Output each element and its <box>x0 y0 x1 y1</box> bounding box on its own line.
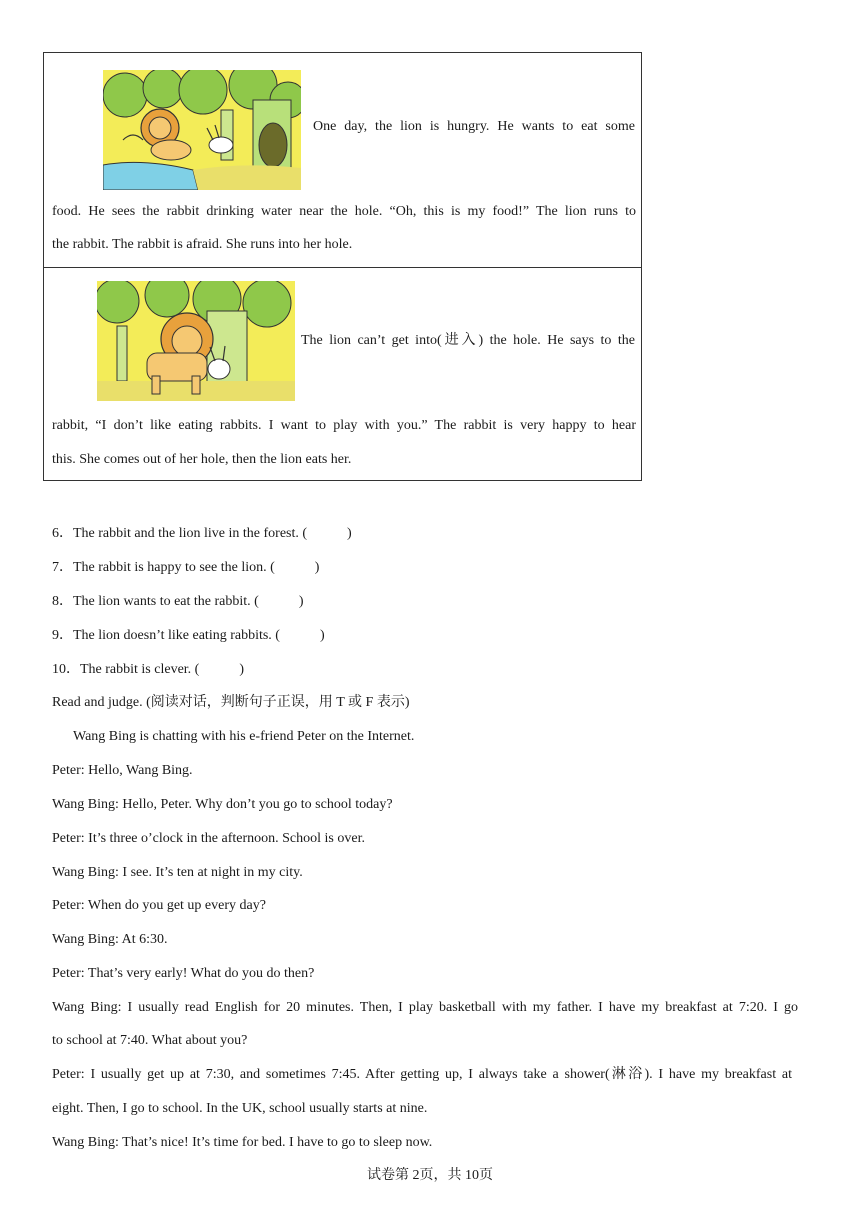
dialogue-line: eight. Then, I go to school. In the UK, school usually starts at nine. <box>52 1101 428 1116</box>
dialogue-line: Wang Bing: That’s nice! It’s time for bed. I have to go to sleep now. <box>52 1135 433 1150</box>
question-close-paren: ) <box>314 560 320 575</box>
dialogue-line: Peter: That’s very early! What do you do then? <box>52 966 315 981</box>
dialogue-line: Wang Bing: I usually read English for 20 minutes. Then, I play basketball with my father. I have my breakfast at 7:20. I go <box>52 1000 798 1015</box>
question-number: 7． <box>52 560 73 575</box>
question-close-paren: ) <box>298 594 304 609</box>
section-instruction: Read and judge. (阅读对话，判断句子正误，用 T 或 F 表示) <box>52 695 410 710</box>
question-text: The rabbit and the lion live in the forest. ( <box>73 526 308 541</box>
dialogue-line: Wang Bing: At 6:30. <box>52 932 168 947</box>
question-10 <box>52 660 244 680</box>
lion-and-rabbit-talking-illustration <box>97 281 295 401</box>
question-number: 10． <box>52 662 80 677</box>
question-text: The lion wants to eat the rabbit. ( <box>73 594 259 609</box>
question-6 <box>52 524 352 544</box>
question-7 <box>52 558 319 578</box>
story-part-1-line-3: the rabbit. The rabbit is afraid. She runs into her hole. <box>52 237 353 252</box>
question-8 <box>52 592 304 612</box>
question-close-paren: ) <box>319 628 325 643</box>
story-part-1-line-1: One day, the lion is hungry. He wants to eat some <box>313 119 635 134</box>
question-number: 8． <box>52 594 73 609</box>
question-text: The rabbit is happy to see the lion. ( <box>73 560 275 575</box>
question-number: 9． <box>52 628 73 643</box>
page-footer: 试卷第 2页，共 10页 <box>367 1168 493 1183</box>
dialogue-intro: Wang Bing is chatting with his e-friend Peter on the Internet. <box>73 729 415 744</box>
question-text: The lion doesn’t like eating rabbits. ( <box>73 628 280 643</box>
dialogue-line: Peter: Hello, Wang Bing. <box>52 763 193 778</box>
question-text: The rabbit is clever. ( <box>80 662 200 677</box>
story-part-2-line-1: The lion can’t get into(进入) the hole. He says to the <box>301 333 635 348</box>
dialogue-line: Wang Bing: I see. It’s ten at night in my city. <box>52 865 303 880</box>
question-number: 6． <box>52 526 73 541</box>
dialogue-line: Peter: When do you get up every day? <box>52 898 266 913</box>
lion-chasing-rabbit-illustration <box>103 70 301 190</box>
question-close-paren: ) <box>239 662 245 677</box>
dialogue-line: Peter: It’s three o’clock in the afternoon. School is over. <box>52 831 365 846</box>
story-part-1-line-2: food. He sees the rabbit drinking water near the hole. “Oh, this is my food!” The lion runs to <box>52 204 636 219</box>
story-part-1 <box>44 53 641 268</box>
story-table <box>43 52 642 481</box>
dialogue-line: to school at 7:40. What about you? <box>52 1033 248 1048</box>
dialogue-line: Peter: I usually get up at 7:30, and sometimes 7:45. After getting up, I always take a shower(淋浴). I have my breakfast at <box>52 1067 792 1082</box>
question-9 <box>52 626 325 646</box>
story-part-2 <box>44 268 641 480</box>
question-close-paren: ) <box>347 526 352 541</box>
story-part-2-line-2: rabbit, “I don’t like eating rabbits. I want to play with you.” The rabbit is very happy to hear <box>52 418 636 433</box>
story-part-2-line-3: this. She comes out of her hole, then the lion eats her. <box>52 452 352 467</box>
dialogue-line: Wang Bing: Hello, Peter. Why don’t you go to school today? <box>52 797 393 812</box>
